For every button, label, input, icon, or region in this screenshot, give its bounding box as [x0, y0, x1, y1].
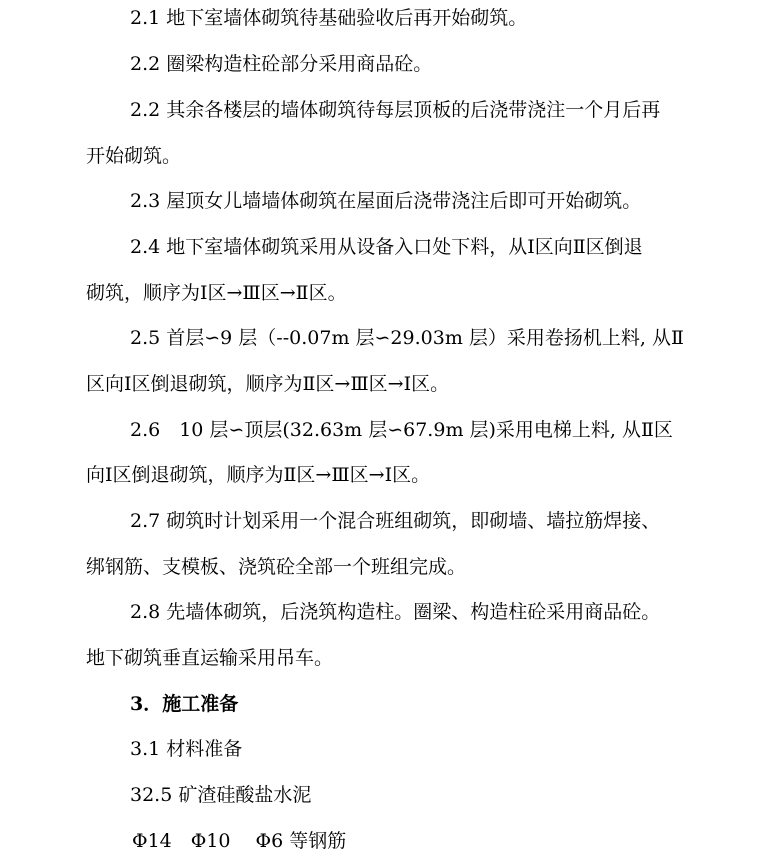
paragraph-2-8-line2: 地下砌筑垂直运输采用吊车。 [86, 647, 334, 669]
section-heading-3: 3．施工准备 [130, 693, 239, 715]
paragraph-2-1: 2.1 地下室墙体砌筑待基础验收后再开始砌筑。 [130, 7, 528, 29]
paragraph-2-7-line1: 2.7 砌筑时计划采用一个混合班组砌筑，即砌墙、墙拉筋焊接、 [130, 510, 661, 532]
paragraph-2-3: 2.3 屋顶女儿墙墙体砌筑在屋面后浇带浇注后即可开始砌筑。 [130, 190, 642, 212]
paragraph-2-2b-line2: 开始砌筑。 [86, 145, 182, 167]
material-rebar: Φ14 Φ10 Φ6 等钢筋 [132, 830, 347, 852]
paragraph-2-2b-line1: 2.2 其余各楼层的墙体砌筑待每层顶板的后浇带浇注一个月后再 [130, 99, 661, 121]
paragraph-2-7-line2: 绑钢筋、支模板、浇筑砼全部一个班组完成。 [86, 556, 467, 578]
paragraph-2-5-line2: 区向Ⅰ区倒退砌筑，顺序为Ⅱ区→Ⅲ区→Ⅰ区。 [86, 373, 450, 395]
paragraph-2-6-line2: 向Ⅰ区倒退砌筑，顺序为Ⅱ区→Ⅲ区→Ⅰ区。 [86, 464, 431, 486]
material-cement: 32.5 矿渣硅酸盐水泥 [130, 784, 312, 806]
paragraph-2-2a: 2.2 圈梁构造柱砼部分采用商品砼。 [130, 53, 433, 75]
paragraph-2-8-line1: 2.8 先墙体砌筑，后浇筑构造柱。圈梁、构造柱砼采用商品砼。 [130, 601, 661, 623]
paragraph-2-4-line1: 2.4 地下室墙体砌筑采用从设备入口处下料，从Ⅰ区向Ⅱ区倒退 [130, 236, 643, 258]
paragraph-2-4-line2: 砌筑，顺序为Ⅰ区→Ⅲ区→Ⅱ区。 [86, 282, 347, 304]
paragraph-2-6-line1: 2.6 10 层∽顶层(32.63m 层∽67.9m 层)采用电梯上料, 从Ⅱ区 [130, 419, 673, 441]
subsection-heading-3-1: 3.1 材料准备 [130, 738, 243, 760]
paragraph-2-5-line1: 2.5 首层∽9 层（--0.07m 层∽29.03m 层）采用卷扬机上料, 从Ⅱ [130, 327, 684, 349]
